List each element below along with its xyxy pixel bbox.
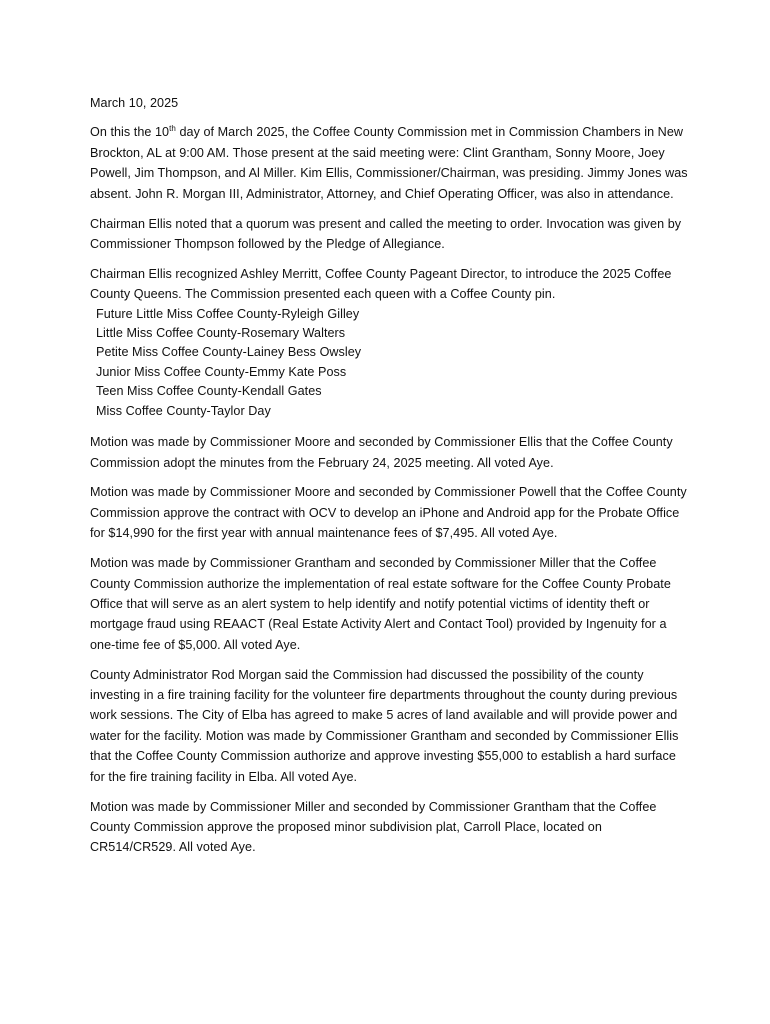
paragraph-call-to-order <box>90 214 690 255</box>
pageant-text: Chairman Ellis recognized Ashley Merritt, Coffee County Pageant Director, to introduce the 2025 Coffee County Queens. The Commission presented each queen with a Coffee County pin. <box>90 266 672 302</box>
list-item: Miss Coffee County-Taylor Day <box>96 403 271 418</box>
list-item: Little Miss Coffee County-Rosemary Walters <box>96 326 346 341</box>
paragraph-app-motion <box>90 482 690 543</box>
attendance-text-start: On this the 10 <box>90 125 170 140</box>
queens-list <box>90 305 690 421</box>
attendance-text-rest: day of March 2025, the Coffee County Commission met in Commission Chambers in New Brockton, AL at 9:00 AM. Those present at the said meeting were: Clint Grantham, Sonny Moore, Joey Powell, Jim Thompson, and Al Miller. Kim Ellis, Commissioner/Chairman, was presiding. Jimmy Jones was absent. John R. Morgan III, Administrator, Attorney, and Chief Operating Officer, was also in attendance. <box>90 125 688 201</box>
meeting-date: March 10, 2025 <box>90 96 179 110</box>
paragraph-software-motion <box>90 553 690 655</box>
ordinal-suffix: th <box>169 124 176 134</box>
minutes-page <box>90 93 690 867</box>
paragraph-pageant <box>90 264 690 305</box>
paragraph-minutes-motion <box>90 432 690 473</box>
paragraph-fire-facility <box>90 665 690 787</box>
call-to-order-text: Chairman Ellis noted that a quorum was present and called the meeting to order. Invocation was given by Commissioner Thompson followed by the Pledge of Allegiance. <box>90 216 682 251</box>
subdivision-motion-text: Motion was made by Commissioner Miller and seconded by Commissioner Grantham that the Coffee County Commission approve the proposed minor subdivision plat, Carroll Place, located on CR514/CR529. All voted Aye. <box>90 799 657 855</box>
list-item: Teen Miss Coffee County-Kendall Gates <box>96 384 322 399</box>
paragraph-attendance <box>90 122 690 204</box>
list-item: Future Little Miss Coffee County-Ryleigh Gilley <box>96 306 360 321</box>
software-motion-text: Motion was made by Commissioner Grantham and seconded by Commissioner Miller that the Coffee County Commission authorize the implementation of real estate software for the Coffee County Probate Office that will serve as an alert system to help identify and notify potential victims of identity theft or mortgage fraud using REAACT (Real Estate Activity Alert and Contact Tool) provided by Ingenuity for a one-time fee of $5,000. All voted Aye. <box>90 556 671 652</box>
minutes-motion-text: Motion was made by Commissioner Moore and seconded by Commissioner Ellis that the Coffee County Commission adopt the minutes from the February 24, 2025 meeting. All voted Aye. <box>90 435 673 470</box>
fire-facility-text: County Administrator Rod Morgan said the Commission had discussed the possibility of the county investing in a fire training facility for the volunteer fire departments throughout the county during previous work sessions. The City of Elba has agreed to make 5 acres of land available and will provide power and water for the facility. Motion was made by Commissioner Grantham and seconded by Commissioner Ellis that the Coffee County Commission authorize and approve investing $55,000 to establish a hard surface for the fire training facility in Elba. All voted Aye. <box>90 667 679 784</box>
list-item: Petite Miss Coffee County-Lainey Bess Owsley <box>96 345 362 360</box>
app-motion-text: Motion was made by Commissioner Moore and seconded by Commissioner Powell that the Coffee County Commission approve the contract with OCV to develop an iPhone and Android app for the Probate Office for $14,990 for the first year with annual maintenance fees of $7,495. All voted Aye. <box>90 485 687 541</box>
paragraph-subdivision-motion <box>90 797 690 858</box>
list-item: Junior Miss Coffee County-Emmy Kate Poss <box>96 364 347 379</box>
attendance-text <box>90 122 690 204</box>
